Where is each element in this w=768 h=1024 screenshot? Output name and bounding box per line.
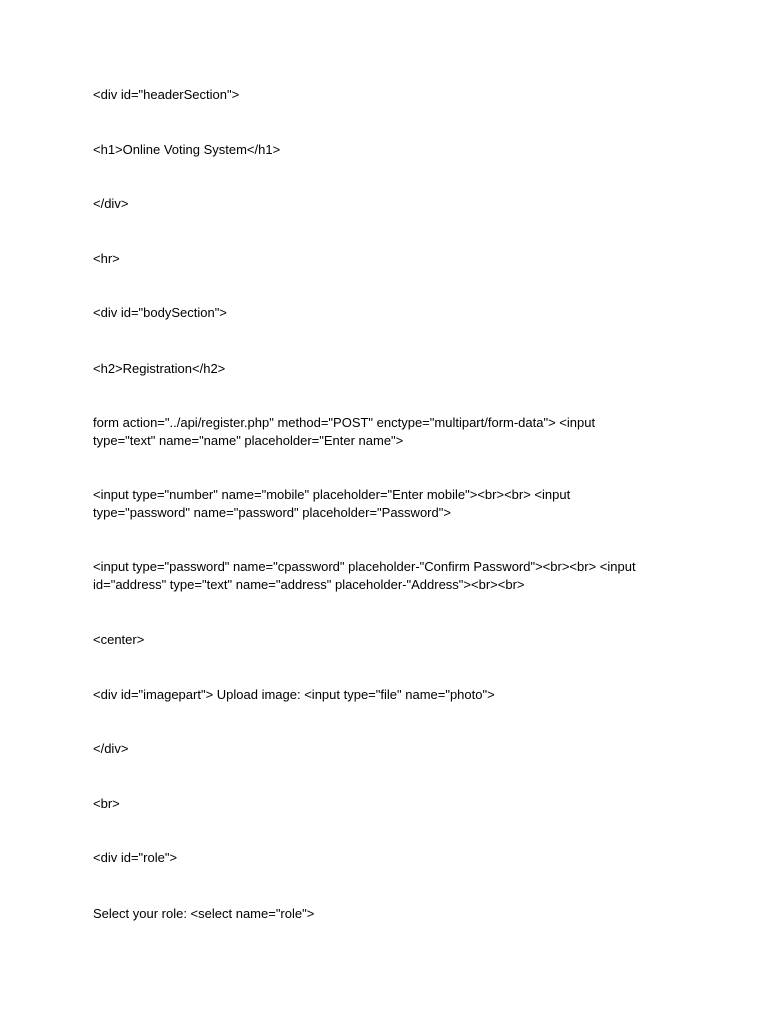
- text-line: <div id="role">: [93, 850, 178, 865]
- paragraph-form-open: [93, 414, 653, 450]
- text-line: id="address" type="text" name="address" placeholder-"Address"><br><br>: [93, 577, 525, 592]
- paragraph-cpassword-address: [93, 558, 653, 594]
- text-line: <div id="bodySection">: [93, 305, 227, 320]
- text-line: <hr>: [93, 251, 120, 266]
- paragraph-hr: [93, 250, 653, 268]
- paragraph-select-role: [93, 905, 653, 923]
- text-line: form action="../api/register.php" method="POST" enctype="multipart/form-data"> <input: [93, 415, 596, 430]
- paragraph-mobile-password: [93, 486, 653, 522]
- text-line: <h2>Registration</h2>: [93, 361, 226, 376]
- text-line: <input type="password" name="cpassword" placeholder-"Confirm Password"><br><br> <input: [93, 559, 636, 574]
- text-line: </div>: [93, 741, 129, 756]
- text-line: <h1>Online Voting System</h1>: [93, 142, 281, 157]
- text-line: type="text" name="name" placeholder="Enter name">: [93, 433, 404, 448]
- paragraph-div-close-2: [93, 740, 653, 758]
- paragraph-br: [93, 795, 653, 813]
- text-line: <input type="number" name="mobile" placeholder="Enter mobile"><br><br> <input: [93, 487, 571, 502]
- text-line: <center>: [93, 632, 145, 647]
- paragraph-role-div: [93, 849, 653, 867]
- paragraph-h2-registration: [93, 360, 653, 378]
- paragraph-header-section-open: [93, 86, 653, 104]
- text-line: Select your role: <select name="role">: [93, 906, 315, 921]
- text-line: </div>: [93, 196, 129, 211]
- paragraph-h1-title: [93, 141, 653, 159]
- paragraph-imagepart: [93, 686, 653, 704]
- text-line: type="password" name="password" placeholder="Password">: [93, 505, 451, 520]
- text-line: <div id="headerSection">: [93, 87, 240, 102]
- paragraph-div-close: [93, 195, 653, 213]
- paragraph-center: [93, 631, 653, 649]
- paragraph-body-section-open: [93, 304, 653, 322]
- text-line: <br>: [93, 796, 120, 811]
- text-line: <div id="imagepart"> Upload image: <input type="file" name="photo">: [93, 687, 495, 702]
